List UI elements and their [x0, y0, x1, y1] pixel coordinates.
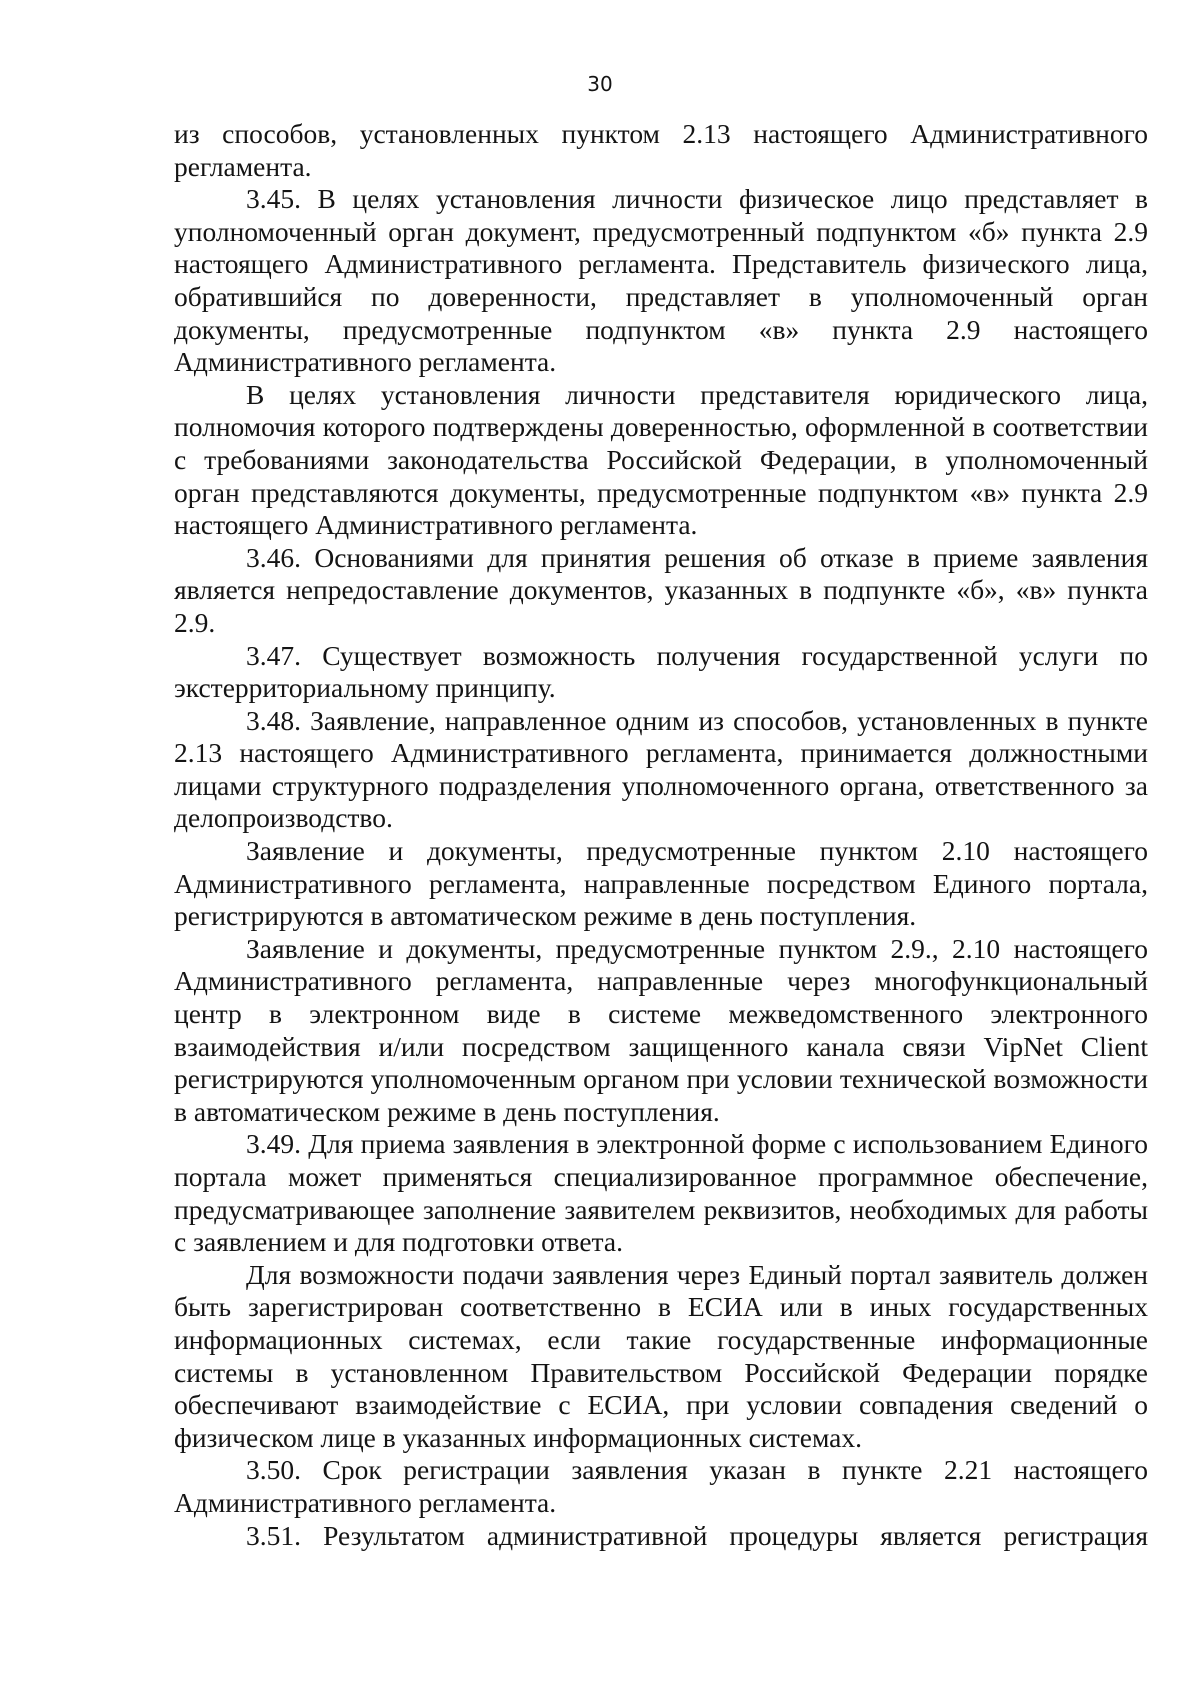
paragraph-3-49-esia: Для возможности подачи заявления через Единый портал заявитель должен быть зарегистрирован соответственно в ЕСИА или в иных государственных информационных системах, если такие государственные информационные системы в установленном Правительством Российской Федерации порядке обеспечивают взаимодействие с ЕСИА, при условии совпадения сведений о физическом лице в указанных информационных системах. — [174, 1258, 1148, 1453]
document-body — [174, 118, 1148, 1552]
paragraph-3-48-portal: Заявление и документы, предусмотренные пунктом 2.10 настоящего Административного регламента, направленные посредством Единого портала, регистрируются в автоматическом режиме в день поступления. — [174, 835, 1148, 932]
paragraph-continuation: из способов, установленных пунктом 2.13 настоящего Административного регламента. — [174, 118, 1148, 182]
paragraph-3-48: 3.48. Заявление, направленное одним из способов, установленных в пункте 2.13 настоящего Административного регламента, принимается должностными лицами структурного подразделения уполномоченного органа, ответственного за делопроизводство. — [174, 704, 1148, 834]
paragraph-3-47: 3.47. Существует возможность получения государственной услуги по экстерриториальному принципу. — [174, 639, 1148, 704]
paragraph-3-45-representative: В целях установления личности представителя юридического лица, полномочия которого подтверждены доверенностью, оформленной в соответствии с требованиями законодательства Российской Федерации, в уполномоченный орган представляются документы, предусмотренные подпунктом «в» пункта 2.9 настоящего Административного регламента. — [174, 378, 1148, 541]
paragraph-3-48-mfc: Заявление и документы, предусмотренные пунктом 2.9., 2.10 настоящего Административного регламента, направленные через многофункциональный центр в электронном виде в системе межведомственного электронного взаимодействия и/или посредством защищенного канала связи VipNet Client регистрируются уполномоченным органом при условии технической возможности в автоматическом режиме в день поступления. — [174, 932, 1148, 1127]
page-number: 30 — [587, 72, 613, 96]
paragraph-3-51: 3.51. Результатом административной процедуры является регистрация — [246, 1519, 1148, 1551]
paragraph-3-45: 3.45. В целях установления личности физическое лицо представляет в уполномоченный орган документ, предусмотренный подпунктом «б» пункта 2.9 настоящего Административного регламента. Представитель физического лица, обратившийся по доверенности, представляет в уполномоченный орган документы, предусмотренные подпунктом «в» пункта 2.9 настоящего Административного регламента. — [174, 183, 1148, 378]
paragraph-3-46: 3.46. Основаниями для принятия решения об отказе в приеме заявления является непредоставление документов, указанных в подпункте «б», «в» пункта 2.9. — [174, 541, 1148, 638]
paragraph-3-50: 3.50. Срок регистрации заявления указан в пункте 2.21 настоящего Административного регламента. — [174, 1454, 1148, 1518]
paragraph-3-49: 3.49. Для приема заявления в электронной форме с использованием Единого портала может применяться специализированное программное обеспечение, предусматривающее заполнение заявителем реквизитов, необходимых для работы с заявлением и для подготовки ответа. — [174, 1128, 1148, 1258]
